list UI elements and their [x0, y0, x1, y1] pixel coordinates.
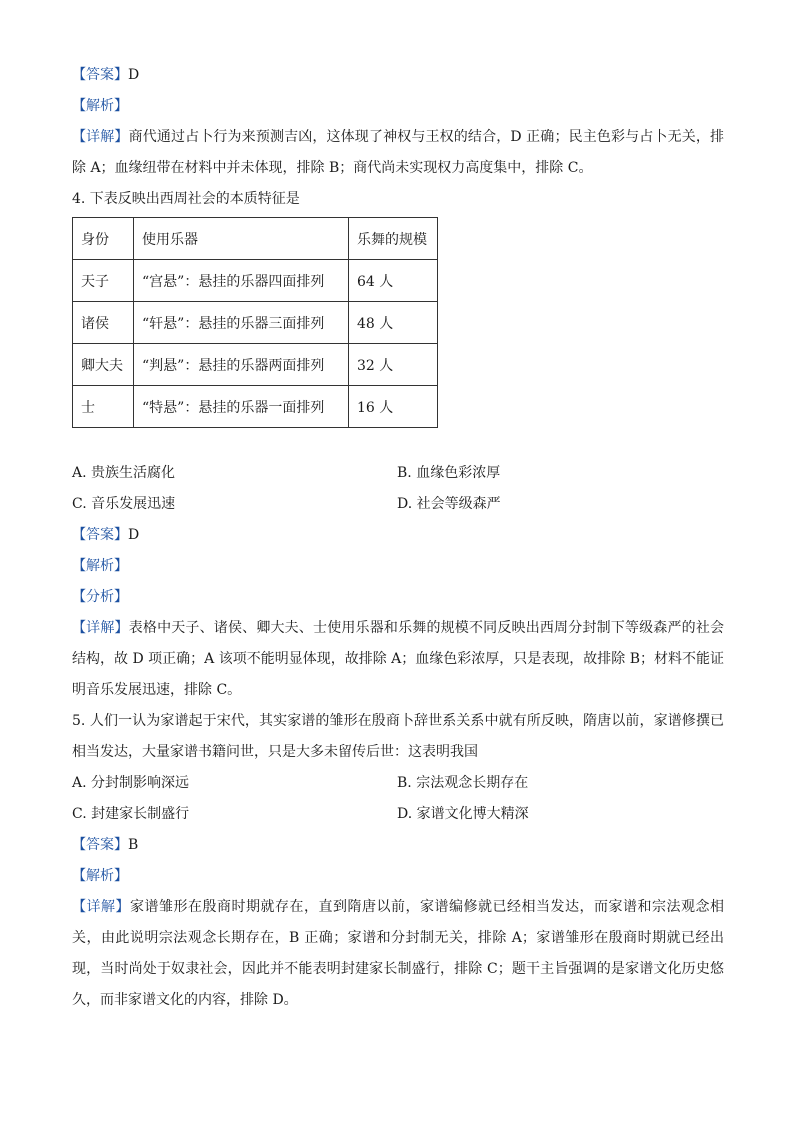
fenxi-label: 【分析】 [72, 589, 128, 605]
option-a: A. 贵族生活腐化 [72, 465, 176, 481]
detail-label: 【详解】 [72, 129, 129, 145]
q3-analysis-heading [72, 91, 724, 122]
analysis-label: 【解析】 [72, 558, 128, 574]
table-header-cell: 身份 [73, 218, 134, 260]
table-cell: “特悬”：悬挂的乐器一面排列 [134, 386, 349, 428]
table-cell: 天子 [73, 260, 134, 302]
table-row [73, 260, 438, 302]
q4-detail [72, 613, 724, 706]
answer-value: B [128, 837, 139, 853]
table-cell: 16 人 [349, 386, 438, 428]
option-a: A. 分封制影响深远 [72, 775, 190, 791]
answer-value: D [128, 67, 140, 83]
answer-label: 【答案】 [72, 527, 128, 543]
option-d: D. 社会等级森严 [397, 496, 501, 512]
q4-answer [72, 520, 724, 551]
q5-answer [72, 830, 724, 861]
table-cell: 卿大夫 [73, 344, 134, 386]
answer-label: 【答案】 [72, 67, 128, 83]
detail-label: 【详解】 [72, 899, 130, 915]
table-cell: “判悬”：悬挂的乐器两面排列 [134, 344, 349, 386]
table-cell: “轩悬”：悬挂的乐器三面排列 [134, 302, 349, 344]
table-header-row [73, 218, 438, 260]
q5-stem: 5. 人们一认为家谱起于宋代，其实家谱的雏形在殷商卜辞世系关系中就有所反映，隋唐以前，家谱修撰已相当发达，大量家谱书籍问世，只是大多未留传后世：这表明我国 [72, 713, 724, 760]
q3-detail [72, 122, 724, 184]
table-row [73, 302, 438, 344]
table-cell: 士 [73, 386, 134, 428]
q4-table [72, 217, 438, 428]
q4-stem: 4. 下表反映出西周社会的本质特征是 [72, 191, 300, 207]
q5-options-row-2 [72, 799, 724, 830]
table-header-cell: 使用乐器 [134, 218, 349, 260]
answer-label: 【答案】 [72, 837, 128, 853]
table-row [73, 386, 438, 428]
table-row [73, 344, 438, 386]
q4-options-row-1 [72, 458, 724, 489]
option-d: D. 家谱文化博大精深 [397, 806, 529, 822]
option-c: C. 音乐发展迅速 [72, 496, 176, 512]
q4-fenxi-heading [72, 582, 724, 613]
option-b: B. 宗法观念长期存在 [397, 775, 529, 791]
analysis-label: 【解析】 [72, 868, 128, 884]
detail-text: 表格中天子、诸侯、卿大夫、士使用乐器和乐舞的规模不同反映出西周分封制下等级森严的社会结构，故 D 项正确；A 该项不能明显体现，故排除 A；血缘色彩浓厚，只是表现，故排除 B；材料不能证明音乐发展迅速，排除 C。 [72, 620, 725, 698]
option-b: B. 血缘色彩浓厚 [397, 465, 501, 481]
table-cell: 32 人 [349, 344, 438, 386]
table-cell: 48 人 [349, 302, 438, 344]
q4-analysis-heading [72, 551, 724, 582]
detail-text: 商代通过占卜行为来预测吉凶，这体现了神权与王权的结合，D 正确；民主色彩与占卜无关，排除 A；血缘纽带在材料中并未体现，排除 B；商代尚未实现权力高度集中，排除 C。 [72, 129, 724, 176]
q5-analysis-heading [72, 861, 724, 892]
detail-text: 家谱雏形在殷商时期就存在，直到隋唐以前，家谱编修就已经相当发达，而家谱和宗法观念相关，由此说明宗法观念长期存在，B 正确；家谱和分封制无关，排除 A；家谱雏形在殷商时期就已经出现，当时尚处于奴隶社会，因此并不能表明封建家长制盛行，排除 C；题干主旨强调的是家谱文化历史悠久，而非家谱文化的内容，排除 D。 [72, 899, 724, 1008]
table-cell: 诸侯 [73, 302, 134, 344]
analysis-label: 【解析】 [72, 98, 128, 114]
q3-answer [72, 60, 724, 91]
table-cell: 64 人 [349, 260, 438, 302]
table-header-cell: 乐舞的规模 [349, 218, 438, 260]
q5-detail [72, 892, 724, 1016]
q5-options-row-1 [72, 768, 724, 799]
q4-options-row-2 [72, 489, 724, 520]
detail-label: 【详解】 [72, 620, 129, 636]
document-page [72, 60, 724, 1016]
answer-value: D [128, 527, 140, 543]
option-c: C. 封建家长制盛行 [72, 806, 190, 822]
table-cell: “宫悬”：悬挂的乐器四面排列 [134, 260, 349, 302]
